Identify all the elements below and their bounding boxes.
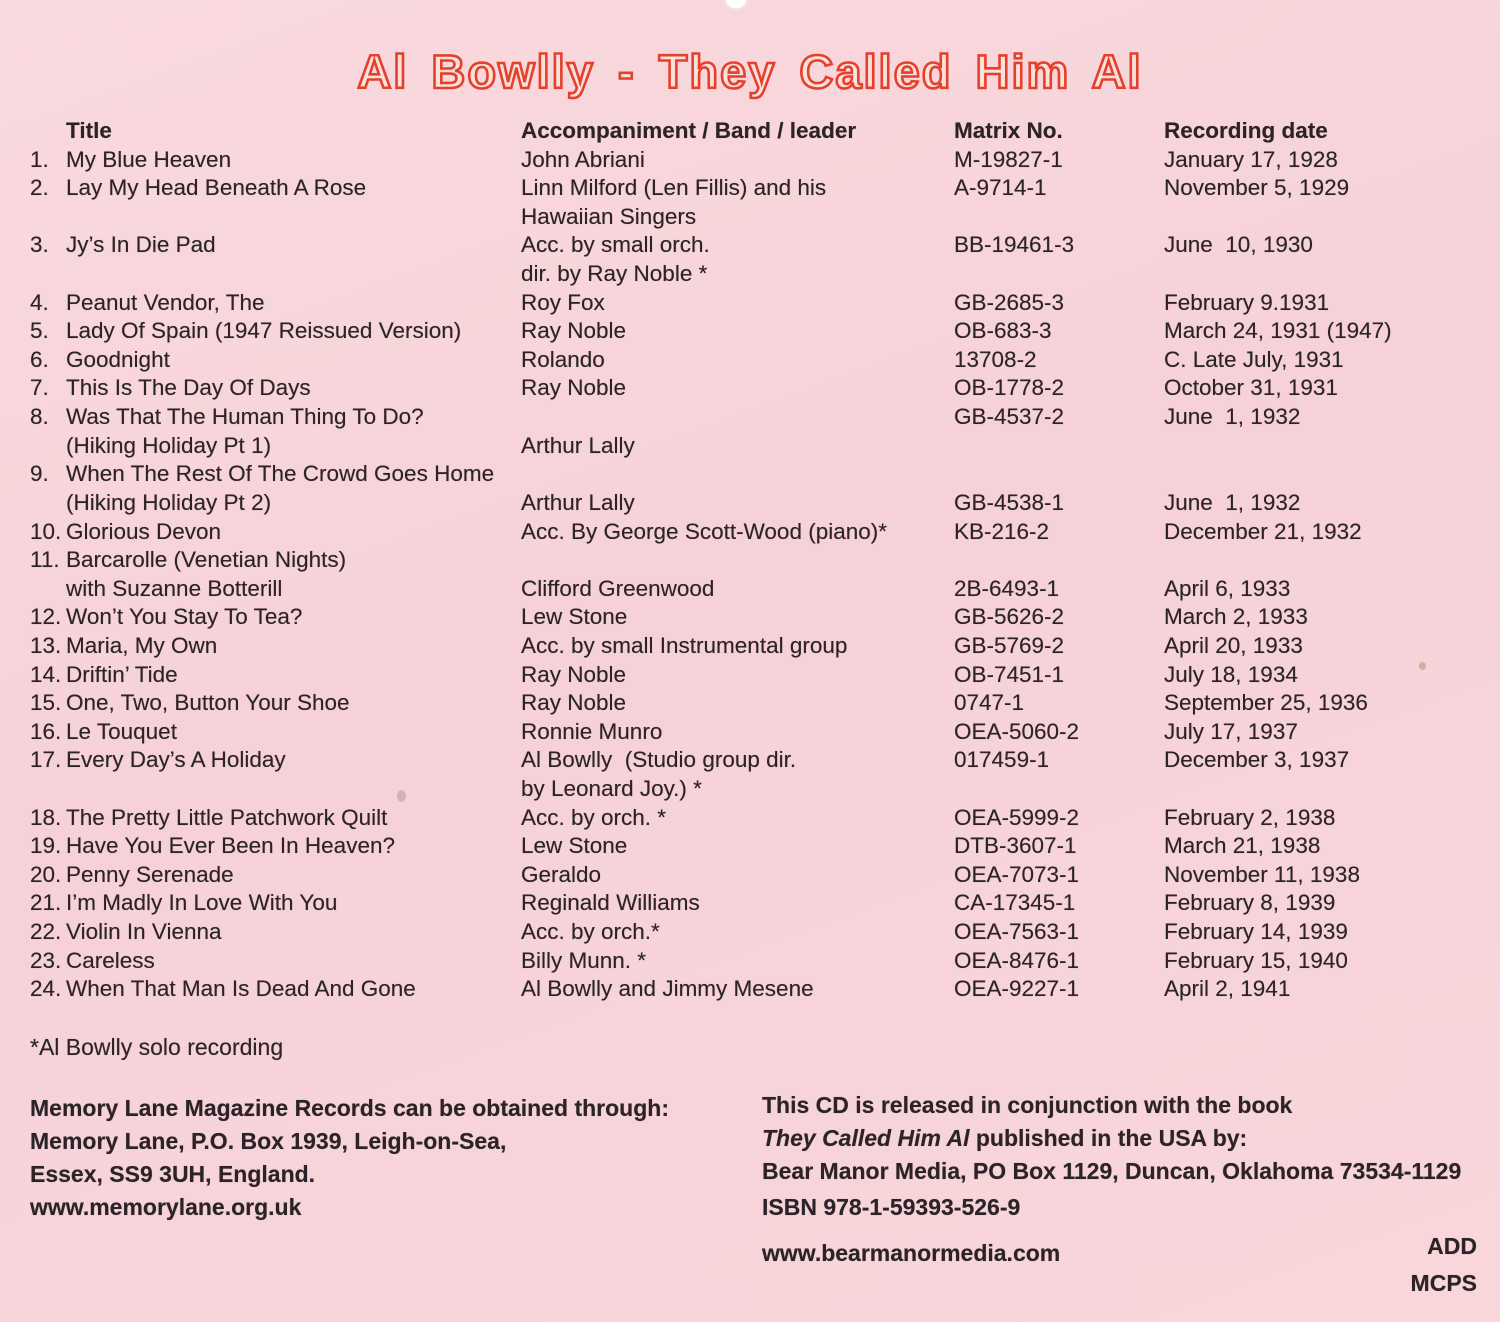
track-accompaniment: dir. by Ray Noble * <box>521 261 708 287</box>
track-date: April 2, 1941 <box>1164 976 1291 1002</box>
footer-left-line-1: Memory Lane Magazine Records can be obtained through: <box>30 1095 669 1121</box>
track-matrix: OEA-9227-1 <box>954 976 1080 1002</box>
memory-lane-block <box>30 1092 669 1224</box>
track-matrix: GB-4538-1 <box>954 489 1065 515</box>
track-date: December 21, 1932 <box>1164 518 1362 544</box>
book-info-line-1: This CD is released in conjunction with the book <box>762 1092 1293 1118</box>
track-date: February 14, 1939 <box>1164 919 1348 945</box>
track-accompaniment: Acc. by orch.* <box>521 919 660 945</box>
track-number: 17. <box>30 747 62 773</box>
track-line <box>0 861 1500 890</box>
track-date: February 2, 1938 <box>1164 804 1336 830</box>
track-number: 12. <box>30 604 62 630</box>
track-accompaniment: Roy Fox <box>521 289 605 315</box>
track-matrix: 2B-6493-1 <box>954 575 1060 601</box>
add-badge: ADD <box>1427 1233 1477 1259</box>
track-matrix: M-19827-1 <box>954 146 1063 172</box>
track-line <box>0 603 1500 632</box>
track-number: 21. <box>30 890 62 916</box>
solo-recording-footnote: *Al Bowlly solo recording <box>30 1034 284 1060</box>
track-line <box>0 689 1500 718</box>
track-title: Careless <box>66 947 155 973</box>
track-number: 23. <box>30 947 62 973</box>
track-accompaniment: Arthur Lally <box>521 432 635 458</box>
track-title: Goodnight <box>66 346 170 372</box>
track-number: 13. <box>30 632 62 658</box>
track-date: November 5, 1929 <box>1164 175 1350 201</box>
track-accompaniment: Ronnie Munro <box>521 718 663 744</box>
track-accompaniment: Billy Munn. * <box>521 947 647 973</box>
track-number: 19. <box>30 833 62 859</box>
track-title: My Blue Heaven <box>66 146 232 172</box>
track-accompaniment: Ray Noble <box>521 690 627 716</box>
track-line <box>0 460 1500 489</box>
book-info-line-2 <box>762 1122 1461 1155</box>
track-line <box>0 975 1500 1004</box>
track-table <box>0 117 1500 1004</box>
track-date: March 24, 1931 (1947) <box>1164 318 1392 344</box>
track-matrix: OEA-7073-1 <box>954 861 1080 887</box>
track-line <box>0 918 1500 947</box>
track-line <box>0 518 1500 547</box>
track-accompaniment: John Abriani <box>521 146 645 172</box>
track-matrix: OB-7451-1 <box>954 661 1065 687</box>
track-accompaniment: Al Bowlly and Jimmy Mesene <box>521 976 814 1002</box>
track-title: Every Day’s A Holiday <box>66 747 286 773</box>
track-accompaniment: Reginald Williams <box>521 890 700 916</box>
track-date: November 11, 1938 <box>1164 861 1360 887</box>
track-number: 8. <box>30 404 49 430</box>
track-title: Lady Of Spain (1947 Reissued Version) <box>66 318 462 344</box>
table-header-row <box>0 117 1500 146</box>
track-accompaniment: Ray Noble <box>521 318 627 344</box>
track-number: 4. <box>30 289 49 315</box>
track-accompaniment: Geraldo <box>521 861 602 887</box>
track-accompaniment: Rolando <box>521 346 605 372</box>
column-header-title: Title <box>66 118 112 143</box>
track-line <box>0 231 1500 260</box>
track-matrix: OEA-7563-1 <box>954 919 1080 945</box>
book-info-block <box>762 1089 1461 1270</box>
track-number: 7. <box>30 375 49 401</box>
track-accompaniment: Ray Noble <box>521 661 627 687</box>
track-accompaniment: Acc. by small orch. <box>521 232 710 258</box>
column-header-accompaniment: Accompaniment / Band / leader <box>521 118 857 143</box>
track-date: March 2, 1933 <box>1164 604 1308 630</box>
track-title: I’m Madly In Love With You <box>66 890 338 916</box>
track-title: Le Touquet <box>66 718 177 744</box>
track-title: Have You Ever Been In Heaven? <box>66 833 395 859</box>
track-matrix: GB-5626-2 <box>954 604 1065 630</box>
track-number: 18. <box>30 804 62 830</box>
track-line <box>0 575 1500 604</box>
track-line <box>0 260 1500 289</box>
track-number: 24. <box>30 976 62 1002</box>
track-matrix: OEA-8476-1 <box>954 947 1080 973</box>
track-date: January 17, 1928 <box>1164 146 1338 172</box>
page-title: Al Bowlly - They Called Him Al <box>357 45 1143 98</box>
track-number: 6. <box>30 346 49 372</box>
track-line <box>0 889 1500 918</box>
track-title: The Pretty Little Patchwork Quilt <box>66 804 388 830</box>
track-title: Was That The Human Thing To Do? <box>66 404 424 430</box>
track-title: (Hiking Holiday Pt 1) <box>66 432 272 458</box>
track-date: June 1, 1932 <box>1164 489 1301 515</box>
track-matrix: 0747-1 <box>954 690 1025 716</box>
track-accompaniment: Lew Stone <box>521 833 628 859</box>
track-line <box>0 374 1500 403</box>
track-matrix: OEA-5999-2 <box>954 804 1080 830</box>
track-title: Driftin’ Tide <box>66 661 178 687</box>
memorylane-url: www.memorylane.org.uk <box>30 1194 302 1220</box>
track-matrix: GB-2685-3 <box>954 289 1065 315</box>
book-info-line-2-rest: published in the USA by: <box>969 1125 1248 1151</box>
track-line <box>0 832 1500 861</box>
track-matrix: 13708-2 <box>954 346 1037 372</box>
footer-left-line-2: Memory Lane, P.O. Box 1939, Leigh-on-Sea, <box>30 1128 507 1154</box>
isbn-number: ISBN 978-1-59393-526-9 <box>762 1194 1021 1220</box>
track-title: When That Man Is Dead And Gone <box>66 976 416 1002</box>
track-date: April 6, 1933 <box>1164 575 1291 601</box>
track-matrix: OEA-5060-2 <box>954 718 1080 744</box>
track-number: 9. <box>30 461 49 487</box>
track-date: April 20, 1933 <box>1164 632 1303 658</box>
track-matrix: 017459-1 <box>954 747 1050 773</box>
track-accompaniment: Ray Noble <box>521 375 627 401</box>
track-line <box>0 947 1500 976</box>
track-date: February 15, 1940 <box>1164 947 1348 973</box>
track-accompaniment: Acc. by small Instrumental group <box>521 632 848 658</box>
footer-left-line-3: Essex, SS9 3UH, England. <box>30 1161 316 1187</box>
track-date: December 3, 1937 <box>1164 747 1350 773</box>
track-number: 2. <box>30 175 49 201</box>
track-date: June 10, 1930 <box>1164 232 1313 258</box>
track-matrix: OB-1778-2 <box>954 375 1065 401</box>
track-accompaniment: Arthur Lally <box>521 489 635 515</box>
track-date: June 1, 1932 <box>1164 404 1301 430</box>
track-date: March 21, 1938 <box>1164 833 1321 859</box>
track-title: One, Two, Button Your Shoe <box>66 690 350 716</box>
track-matrix: KB-216-2 <box>954 518 1050 544</box>
book-title-italic: They Called Him Al <box>762 1125 970 1151</box>
track-line <box>0 432 1500 461</box>
track-title: Maria, My Own <box>66 632 218 658</box>
track-line <box>0 718 1500 747</box>
track-title: Lay My Head Beneath A Rose <box>66 175 367 201</box>
track-line <box>0 489 1500 518</box>
track-number: 15. <box>30 690 62 716</box>
track-title: Glorious Devon <box>66 518 222 544</box>
track-line <box>0 632 1500 661</box>
track-accompaniment: Linn Milford (Len Fillis) and his <box>521 175 827 201</box>
track-title: This Is The Day Of Days <box>66 375 311 401</box>
track-number: 16. <box>30 718 62 744</box>
track-date: October 31, 1931 <box>1164 375 1338 401</box>
track-accompaniment: Acc. by orch. * <box>521 804 667 830</box>
track-date: February 8, 1939 <box>1164 890 1336 916</box>
add-mcps-badge <box>1411 1228 1477 1302</box>
track-date: July 18, 1934 <box>1164 661 1298 687</box>
track-rows <box>0 146 1500 1004</box>
track-line <box>0 804 1500 833</box>
track-title: Barcarolle (Venetian Nights) <box>66 547 347 573</box>
track-accompaniment: Hawaiian Singers <box>521 203 697 229</box>
track-number: 14. <box>30 661 62 687</box>
track-title: Peanut Vendor, The <box>66 289 265 315</box>
track-title: Violin In Vienna <box>66 919 222 945</box>
track-line <box>0 146 1500 175</box>
track-number: 10. <box>30 518 62 544</box>
track-date: February 9.1931 <box>1164 289 1330 315</box>
track-number: 5. <box>30 318 49 344</box>
track-number: 3. <box>30 232 49 258</box>
track-matrix: CA-17345-1 <box>954 890 1076 916</box>
track-matrix: OB-683-3 <box>954 318 1052 344</box>
column-header-date: Recording date <box>1164 118 1328 143</box>
track-line <box>0 403 1500 432</box>
track-line <box>0 174 1500 203</box>
track-accompaniment: Al Bowlly (Studio group dir. <box>521 747 797 773</box>
track-title: Penny Serenade <box>66 861 234 887</box>
track-number: 20. <box>30 861 62 887</box>
book-info-line-3: Bear Manor Media, PO Box 1129, Duncan, Oklahoma 73534-1129 <box>762 1158 1462 1184</box>
track-accompaniment: by Leonard Joy.) * <box>521 776 702 802</box>
scan-notch-artifact <box>726 0 746 8</box>
track-matrix: GB-4537-2 <box>954 404 1065 430</box>
track-number: 1. <box>30 146 49 172</box>
bearmanor-url: www.bearmanormedia.com <box>762 1240 1061 1266</box>
track-line <box>0 346 1500 375</box>
column-header-matrix: Matrix No. <box>954 118 1063 143</box>
track-line <box>0 775 1500 804</box>
track-matrix: BB-19461-3 <box>954 232 1075 258</box>
track-title: When The Rest Of The Crowd Goes Home <box>66 461 495 487</box>
track-line <box>0 317 1500 346</box>
track-date: C. Late July, 1931 <box>1164 346 1344 372</box>
mcps-badge: MCPS <box>1410 1270 1477 1296</box>
track-matrix: A-9714-1 <box>954 175 1047 201</box>
track-date: September 25, 1936 <box>1164 690 1368 716</box>
track-matrix: DTB-3607-1 <box>954 833 1077 859</box>
track-line <box>0 746 1500 775</box>
track-line <box>0 203 1500 232</box>
track-accompaniment: Lew Stone <box>521 604 628 630</box>
track-number: 11. <box>30 547 60 573</box>
track-title: (Hiking Holiday Pt 2) <box>66 489 272 515</box>
track-line <box>0 546 1500 575</box>
track-date: July 17, 1937 <box>1164 718 1298 744</box>
track-line <box>0 289 1500 318</box>
track-title: with Suzanne Botterill <box>66 575 283 601</box>
track-matrix: GB-5769-2 <box>954 632 1065 658</box>
track-number: 22. <box>30 919 62 945</box>
track-accompaniment: Clifford Greenwood <box>521 575 715 601</box>
track-accompaniment: Acc. By George Scott-Wood (piano)* <box>521 518 887 544</box>
track-title: Jy’s In Die Pad <box>66 232 216 258</box>
track-title: Won’t You Stay To Tea? <box>66 604 303 630</box>
track-line <box>0 661 1500 690</box>
